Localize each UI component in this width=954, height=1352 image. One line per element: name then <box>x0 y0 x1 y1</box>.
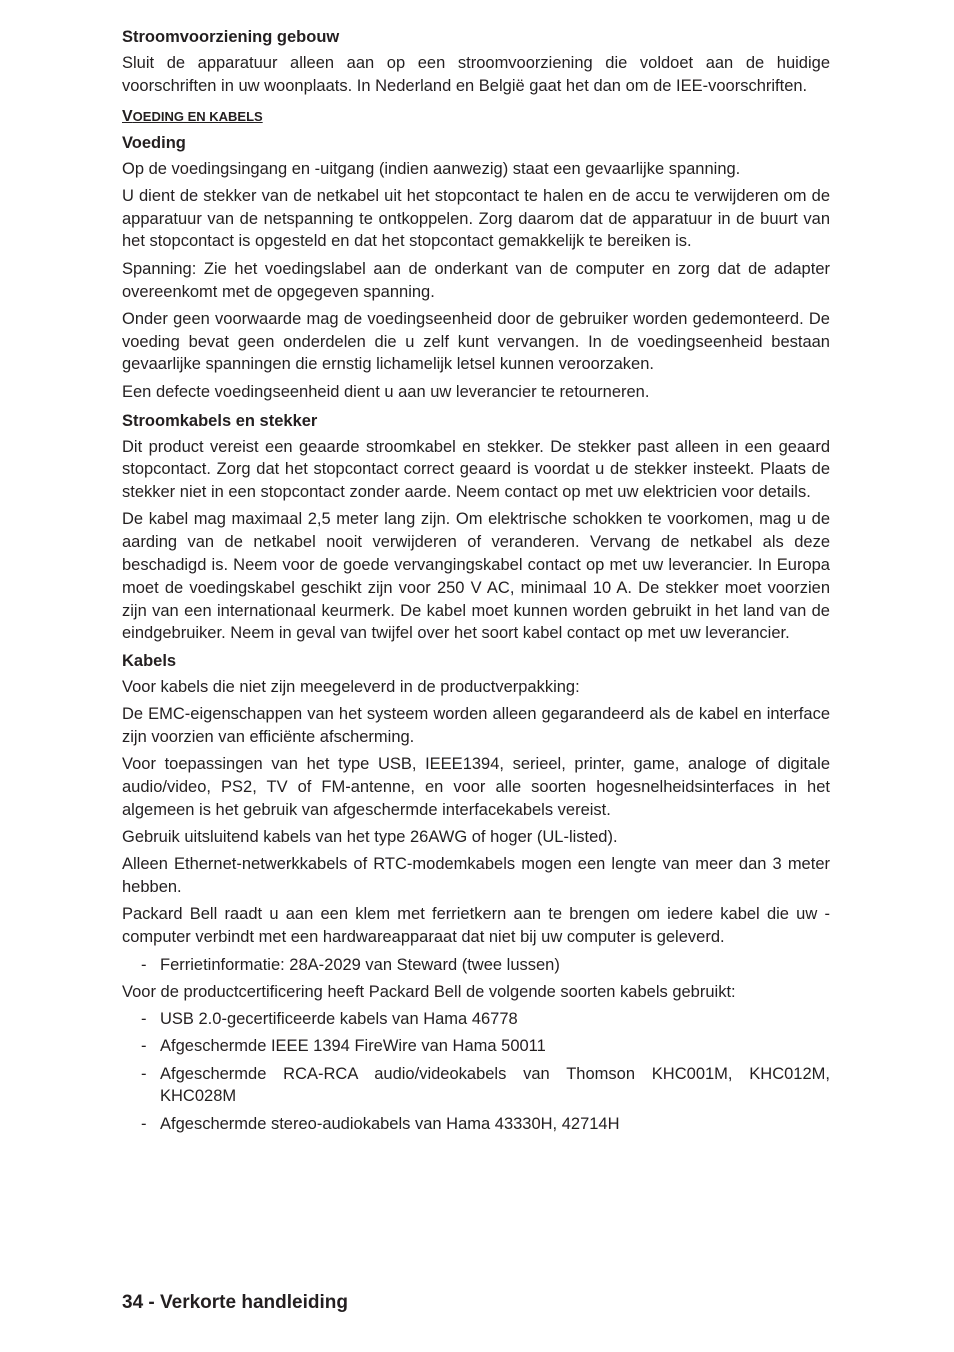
section-heading-voeding-en-kabels <box>122 108 830 126</box>
heading-voeding: Voeding <box>122 133 186 152</box>
paragraph: Packard Bell raadt u aan een klem met ferrietkern aan te brengen om iedere kabel die uw -computer verbindt met een hardwareapparaat dat niet bij uw computer is geleverd. <box>122 905 830 947</box>
list-item: - USB 2.0-gecertificeerde kabels van Hama 46778 <box>122 1008 830 1031</box>
paragraph: Onder geen voorwaarde mag de voedingseenheid door de gebruiker worden gedemonteerd. De voeding bevat geen onderdelen die u zelf kunt vervangen. In de voedingseenheid bestaan gevaarlijke spanningen die ernstig lichamelijk letsel kunnen veroorzaken. <box>122 309 830 374</box>
list-item: - Ferrietinformatie: 28A-2029 van Steward (twee lussen) <box>122 954 830 977</box>
list-item: - Afgeschermde stereo-audiokabels van Hama 43330H, 42714H <box>122 1113 830 1136</box>
page-footer: 34 - Verkorte handleiding <box>122 1292 348 1313</box>
section-heading-initial: V <box>122 107 133 125</box>
paragraph: Voor kabels die niet zijn meegeleverd in de productverpakking: <box>122 677 580 696</box>
list-item: - Afgeschermde IEEE 1394 FireWire van Hama 50011 <box>122 1035 830 1058</box>
paragraph: Voor toepassingen van het type USB, IEEE1394, serieel, printer, game, analoge of digitale audio/video, PS2, TV of FM-antenne, en voor alle soorten hogesnelheidsinterfaces in het algemeen is het gebruik van afgeschermde interfacekabels vereist. <box>122 755 830 819</box>
paragraph: Alleen Ethernet-netwerkkabels of RTC-modemkabels mogen een lengte van meer dan 3 meter hebben. <box>122 855 830 897</box>
paragraph: Spanning: Zie het voedingslabel aan de onderkant van de computer en zorg dat de adapter overeenkomt met de opgegeven spanning. <box>122 259 830 301</box>
paragraph: Gebruik uitsluitend kabels van het type 26AWG of hoger (UL-listed). <box>122 828 618 847</box>
section-heading-rest: OEDING EN KABELS <box>132 108 263 124</box>
heading-stroomvoorziening: Stroomvoorziening gebouw <box>122 28 340 46</box>
paragraph: Sluit de apparatuur alleen aan op een stroomvoorziening die voldoet aan de huidige voorschriften in uw woonplaats. In Nederland en België gaat het dan om de IEE-voorschriften. <box>122 54 830 95</box>
heading-kabels: Kabels <box>122 651 177 670</box>
list-item: - Afgeschermde RCA-RCA audio/videokabels van Thomson KHC001M, KHC012M, KHC028M <box>122 1063 830 1109</box>
ferrite-list <box>122 954 830 977</box>
page-content <box>122 26 830 1140</box>
cable-list <box>122 1008 830 1135</box>
paragraph: De EMC-eigenschappen van het systeem worden alleen gegarandeerd als de kabel en interface zijn voorzien van efficiënte afscherming. <box>122 705 830 746</box>
paragraph: De kabel mag maximaal 2,5 meter lang zijn. Om elektrische schokken te voorkomen, mag u de aarding van de netkabel nooit verwijderen of veranderen. Vervang de netkabel als deze beschadigd is. Neem voor de goede vervangingskabel contact op met uw leverancier. In Europa moet de voedingskabel geschikt zijn voor 250 V AC, minimaal 10 A. De stekker moet voorzien zijn van een internationaal keurmerk. De kabel moet kunnen worden gebruikt in het land van de eindgebruiker. Neem in geval van twijfel over het soort kabel contact op met uw leverancier. <box>122 510 830 643</box>
paragraph: Een defecte voedingseenheid dient u aan uw leverancier te retourneren. <box>122 382 650 401</box>
heading-stroomkabels: Stroomkabels en stekker <box>122 411 318 430</box>
paragraph: Dit product vereist een geaarde stroomkabel en stekker. De stekker past alleen in een geaard stopcontact. Zorg dat het stopcontact correct geaard is voordat u de stekker insteekt. Plaats de stekker niet in een stopcontact zonder aarde. Neem contact op met uw elektricien voor details. <box>122 437 830 502</box>
paragraph: U dient de stekker van de netkabel uit het stopcontact te halen en de accu te verwijderen om de apparatuur van de netspanning te ontkoppelen. Zorg daarom dat de apparatuur in de buurt van het stopcontact is opgesteld en dat het stopcontact gemakkelijk te bereiken is. <box>122 186 830 251</box>
paragraph: Op de voedingsingang en -uitgang (indien aanwezig) staat een gevaarlijke spanning. <box>122 159 741 178</box>
paragraph: Voor de productcertificering heeft Packard Bell de volgende soorten kabels gebruikt: <box>122 982 736 1001</box>
